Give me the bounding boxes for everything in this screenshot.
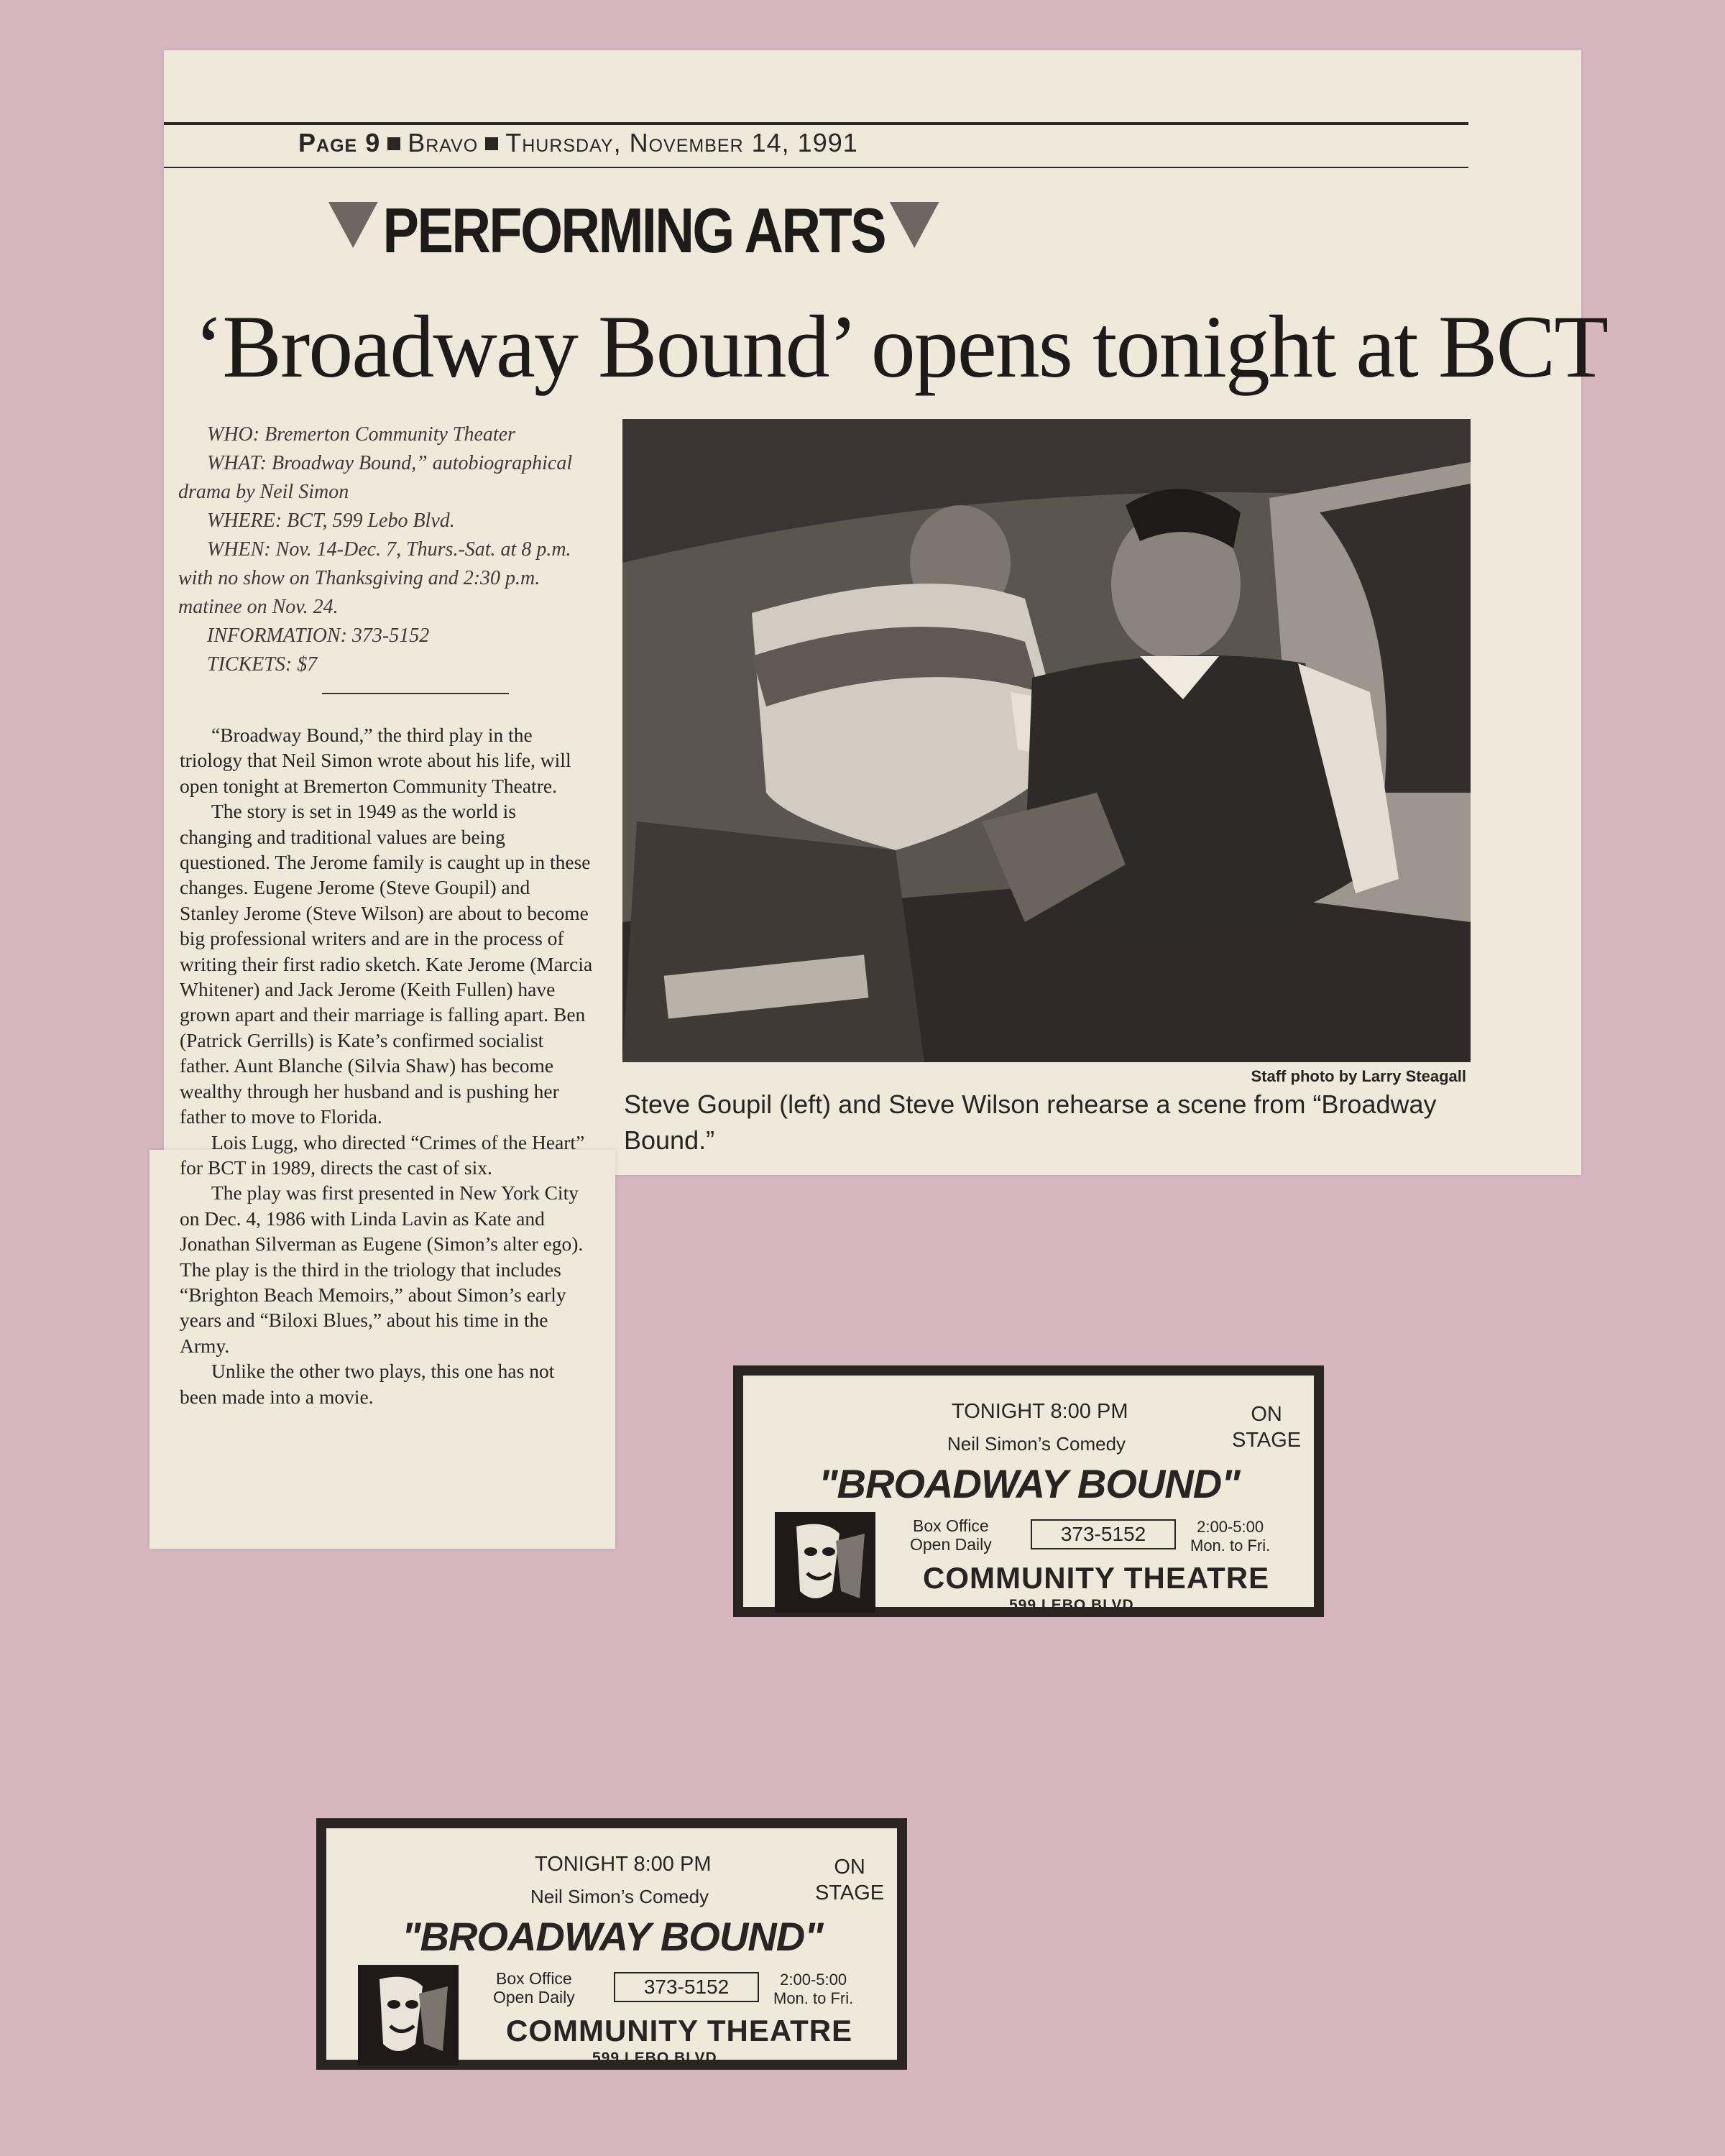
fact-when: WHEN: Nov. 14-Dec. 7, Thurs.-Sat. at 8 p.m. with no show on Thanksgiving and 2:30 p.m. matinee on Nov. 24. [178, 538, 571, 618]
article-paragraph: Unlike the other two plays, this one has not been made into a movie. [180, 1360, 555, 1408]
section-title [323, 194, 944, 273]
ad-showtime: TONIGHT 8:00 PM [952, 1400, 1128, 1423]
ad-hours-line2: Mon. to Fri. [773, 1989, 854, 2007]
square-bullet-icon [387, 137, 400, 150]
ad-on-stage-line1: ON [834, 1856, 865, 1879]
ad-hours [1190, 1518, 1270, 1555]
ad-box-office-line2: Open Daily [493, 1988, 575, 2007]
fact-where: WHERE: BCT, 599 Lebo Blvd. [207, 510, 455, 532]
ad-address: 599 LEBO BLVD. [1009, 1597, 1139, 1613]
article-paragraph: “Broadway Bound,” the third play in the triology that Neil Simon wrote about his life, will open tonight at Bremerton Community Theatre. [180, 724, 571, 797]
headline: ‘Broadway Bound’ opens tonight at BCT [194, 298, 1608, 396]
dateline-rule [164, 167, 1468, 168]
theatre-ad [733, 1365, 1324, 1617]
theatre-masks-icon [775, 1512, 875, 1613]
ad-box-office-line1: Box Office [496, 1969, 572, 1988]
dateline [298, 128, 858, 158]
ad-showtime: TONIGHT 8:00 PM [535, 1853, 712, 1876]
photo-illustration [622, 419, 1471, 1062]
ad-hours-line1: 2:00-5:00 [1197, 1518, 1264, 1536]
rehearsal-photo [622, 419, 1471, 1062]
triangle-down-icon [890, 202, 939, 248]
ad-on-stage-line2: STAGE [1232, 1429, 1302, 1452]
ad-box-office [493, 1969, 575, 2007]
ad-subtitle: Neil Simon’s Comedy [530, 1886, 709, 1907]
article-paragraph: Lois Lugg, who directed “Crimes of the Heart” for BCT in 1989, directs the cast of six. [180, 1130, 585, 1179]
fact-who: WHO: Bremerton Community Theater [207, 423, 516, 446]
ad-address: 599 LEBO BLVD. [592, 2050, 722, 2066]
masks-svg [775, 1512, 875, 1613]
ad-subtitle: Neil Simon’s Comedy [947, 1433, 1126, 1455]
ad-on-stage-line1: ON [1251, 1403, 1282, 1426]
photo-credit: Staff photo by Larry Steagall [1251, 1067, 1466, 1085]
ad-phone: 373-5152 [614, 1972, 759, 2002]
theatre-ad [316, 1818, 907, 2070]
ad-hours [773, 1971, 853, 2008]
theatre-masks-icon [358, 1965, 459, 2065]
top-rule [164, 122, 1468, 125]
square-bullet-icon [485, 137, 498, 150]
ad-box-office-line2: Open Daily [910, 1535, 992, 1554]
ad-hours-line2: Mon. to Fri. [1190, 1537, 1271, 1554]
triangle-down-icon [328, 202, 378, 248]
ad-on-stage [815, 1854, 884, 1906]
dateline-date: Thursday, November 14, 1991 [505, 128, 858, 157]
ad-title: "BROADWAY BOUND" [819, 1461, 1240, 1506]
fact-box [178, 420, 602, 679]
fact-what: WHAT: Broadway Bound,” autobiographical drama by Neil Simon [178, 452, 573, 503]
ad-box-office [910, 1516, 992, 1554]
photo-caption: Steve Goupil (left) and Steve Wilson rehearse a scene from “Broadway Bound.” [624, 1089, 1437, 1155]
ad-title: "BROADWAY BOUND" [402, 1914, 823, 1959]
article-paragraph: The story is set in 1949 as the world is changing and traditional values are being questioned. The Jerome family is caught up in these changes. Eugene Jerome (Steve Goupil) and Stanley Jerome (Steve Wilson) are about to become big professional writers and are in the process of writing their first radio sketch. Kate Jerome (Marcia Whitener) and Jack Jerome (Keith Fullen) have grown apart and their marriage is falling apart. Ben (Patrick Gerrills) is Kate’s confirmed socialist father. Aunt Blanche (Silvia Shaw) has become wealthy through her husband and is pushing her father to move to Florida. [180, 800, 593, 1128]
fact-box-divider [322, 693, 509, 694]
ad-phone: 373-5152 [1031, 1519, 1176, 1549]
dateline-page: Page 9 [298, 128, 381, 157]
ad-box-office-line1: Box Office [913, 1516, 989, 1535]
article-body [180, 722, 593, 1409]
ad-theatre-name: COMMUNITY THEATRE [506, 2014, 853, 2047]
fact-information: INFORMATION: 373-5152 [207, 625, 430, 647]
dateline-section: Bravo [408, 128, 479, 157]
ad-hours-line1: 2:00-5:00 [780, 1971, 847, 1989]
ad-theatre-name: COMMUNITY THEATRE [923, 1561, 1270, 1595]
ad-on-stage [1232, 1401, 1301, 1453]
section-title-text: PERFORMING ARTS [382, 195, 886, 266]
ad-on-stage-line2: STAGE [815, 1881, 885, 1904]
fact-tickets: TICKETS: $7 [207, 653, 318, 676]
masks-svg [358, 1965, 459, 2065]
article-paragraph: The play was first presented in New York City on Dec. 4, 1986 with Linda Lavin as Kate and Jonathan Silverman as Eugene (Simon’s alter ego). The play is the third in the triology that includes “Brighton Beach Memoirs,” about Simon’s early years and “Biloxi Blues,” about his time in the Army. [180, 1181, 584, 1357]
